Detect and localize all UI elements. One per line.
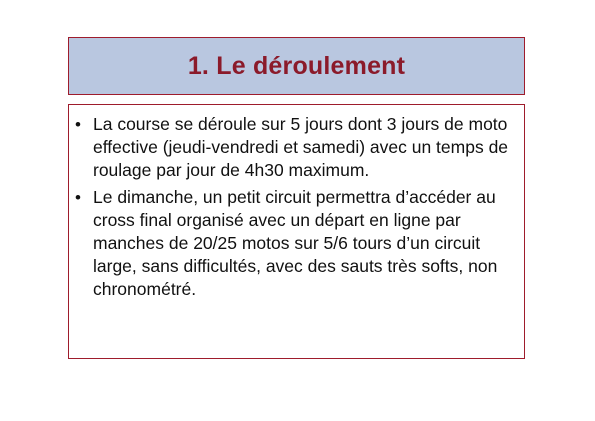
bullet-list: [75, 113, 514, 301]
bullet-item: [75, 113, 514, 182]
bullet-text: La course se déroule sur 5 jours dont 3 jours de moto effective (jeudi-vendredi et samedi) avec un temps de roulage par jour de 4h30 maximum.: [93, 114, 509, 180]
bullet-text: Le dimanche, un petit circuit permettra d’accéder au cross final organisé avec un départ en ligne par manches de 20/25 motos sur 5/6 tours d’un circuit large, sans difficultés, avec des sauts très softs, non chronométré.: [93, 187, 498, 299]
slide-title: 1. Le déroulement: [187, 51, 406, 80]
bullet-icon: •: [75, 188, 81, 207]
bullet-icon: •: [75, 115, 81, 134]
content-box: [68, 104, 525, 359]
title-box: [68, 37, 525, 95]
bullet-item: [75, 186, 514, 301]
